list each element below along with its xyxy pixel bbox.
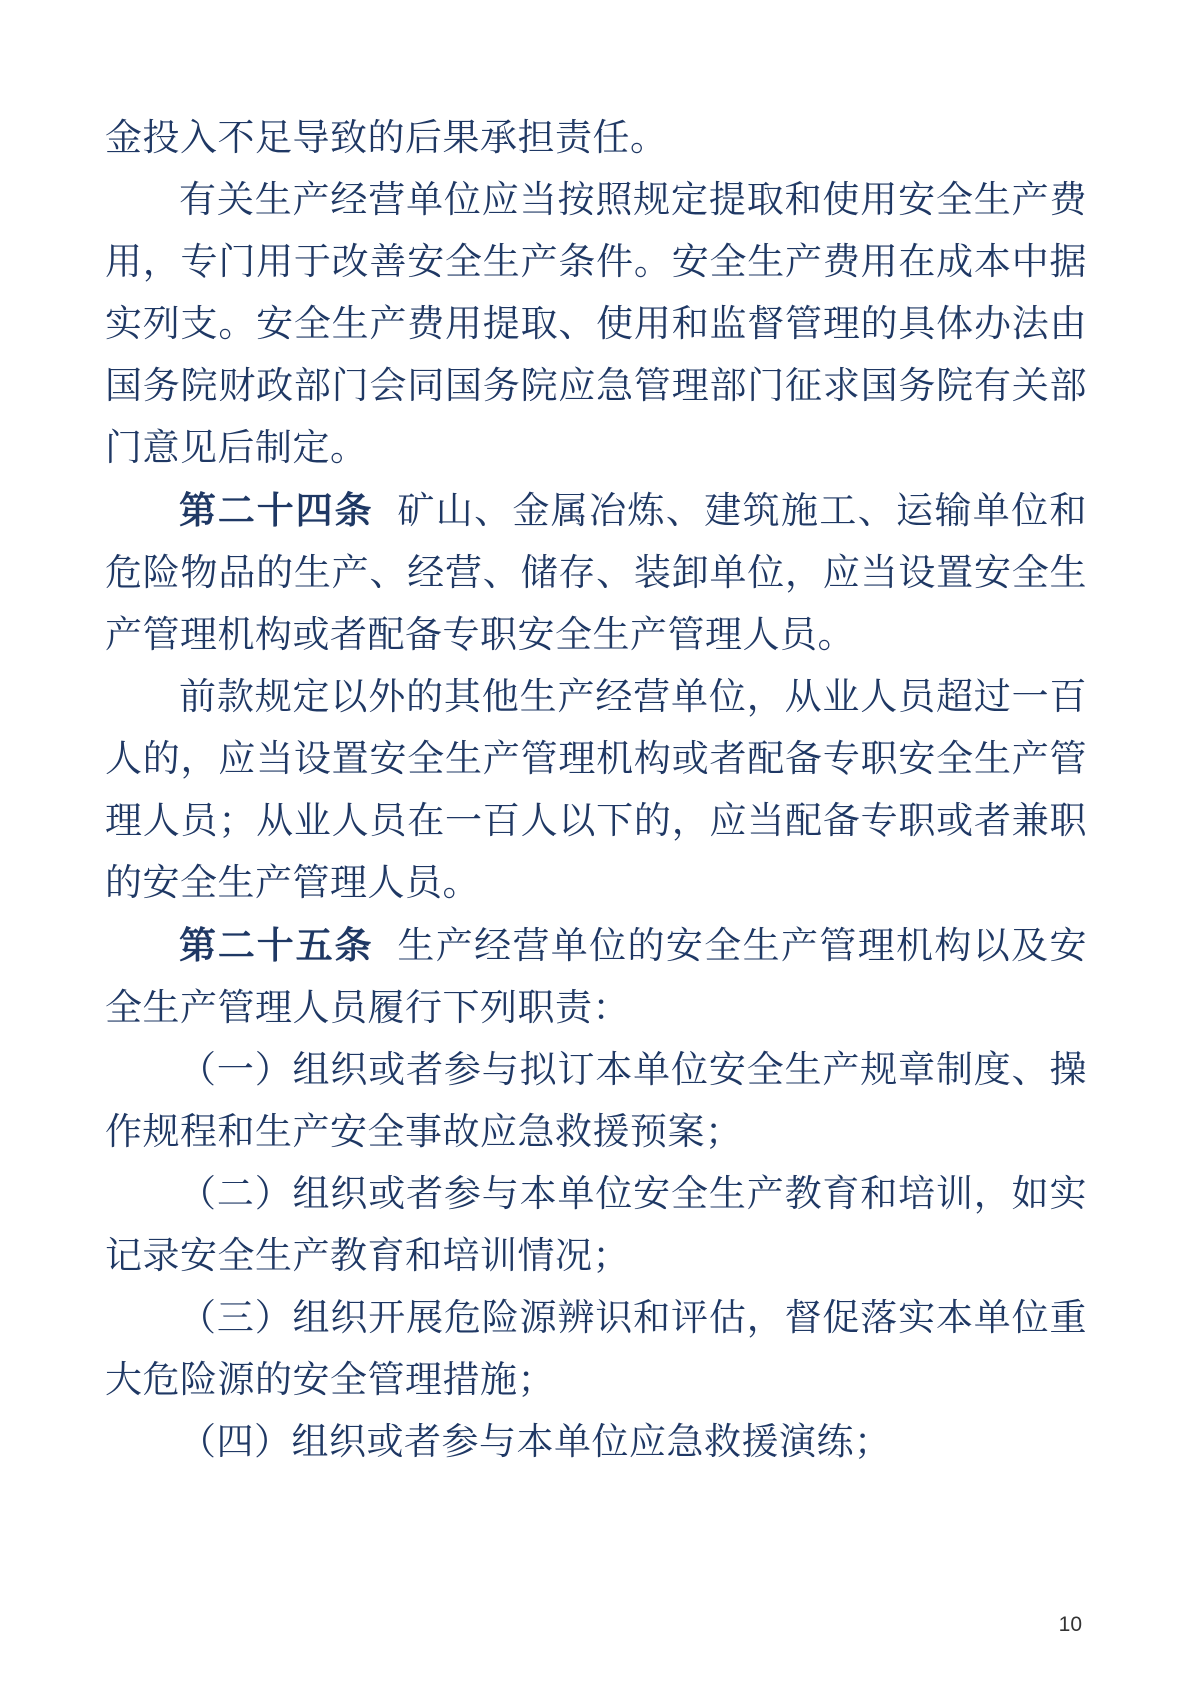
paragraph: [105, 667, 1087, 915]
text-run: 金投入不足导致的后果承担责任。: [105, 118, 668, 159]
document-text-block: [105, 108, 1087, 1474]
article-number-heading: 第二十五条: [179, 924, 374, 967]
article-number-heading: 第二十四条: [179, 489, 374, 532]
text-run: 有关生产经营单位应当按照规定提取和使用安全生产费用，专门用于改善安全生产条件。安全生产费用在成本中据实列支。安全生产费用提取、使用和监督管理的具体办法由国务院财政部门会同国务院应急管理部门征求国务院有关部门意见后制定。: [105, 180, 1087, 469]
paragraph: [105, 480, 1087, 667]
text-run: （二）组织或者参与本单位安全生产教育和培训，如实记录安全生产教育和培训情况；: [105, 1174, 1087, 1277]
paragraph: [105, 1040, 1087, 1164]
text-run: （四）组织或者参与本单位应急救援演练；: [179, 1422, 892, 1463]
paragraph: [105, 915, 1087, 1040]
paragraph: [105, 170, 1087, 480]
text-run: 前款规定以外的其他生产经营单位，从业人员超过一百人的，应当设置安全生产管理机构或者配备专职安全生产管理人员；从业人员在一百人以下的，应当配备专职或者兼职的安全生产管理人员。: [105, 677, 1087, 904]
text-run: （三）组织开展危险源辨识和评估，督促落实本单位重大危险源的安全管理措施；: [105, 1298, 1087, 1401]
text-run: （一）组织或者参与拟订本单位安全生产规章制度、操作规程和生产安全事故应急救援预案；: [105, 1050, 1087, 1153]
paragraph: [105, 108, 1087, 170]
text-run: 生产经营单位的安全生产管理机构以及安全生产管理人员履行下列职责：: [105, 926, 1088, 1029]
page-number: 10: [1058, 1613, 1082, 1636]
paragraph: [105, 1164, 1087, 1288]
paragraph: [105, 1412, 1087, 1474]
paragraph: [105, 1288, 1087, 1412]
text-run: 矿山、金属冶炼、建筑施工、运输单位和危险物品的生产、经营、储存、装卸单位，应当设置安全生产管理机构或者配备专职安全生产管理人员。: [105, 491, 1088, 656]
